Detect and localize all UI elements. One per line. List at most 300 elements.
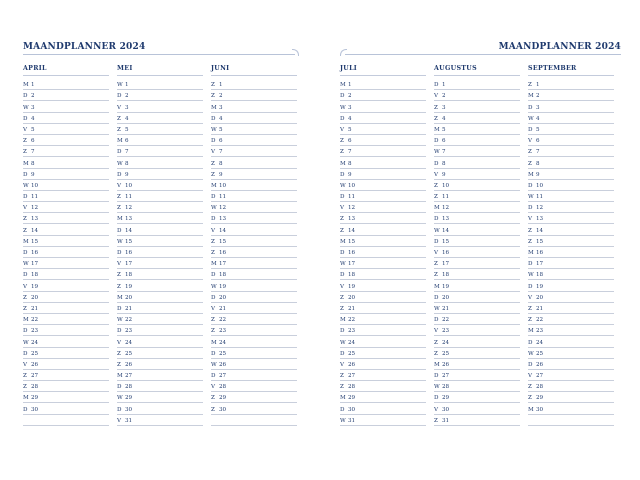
weekday-letter: Z	[434, 272, 438, 279]
weekday-letter: D	[211, 350, 216, 357]
day-number: 13	[348, 216, 356, 223]
day-row	[528, 191, 614, 202]
day-number: 10	[348, 182, 356, 189]
day-number: 26	[536, 361, 544, 368]
day-number: 4	[442, 115, 446, 122]
day-row	[528, 79, 614, 90]
day-number: 26	[219, 361, 227, 368]
day-row	[340, 381, 426, 392]
day-row	[211, 90, 297, 101]
weekday-letter: V	[528, 294, 533, 301]
weekday-letter: W	[528, 115, 534, 122]
day-number: 12	[348, 205, 356, 212]
day-row	[211, 213, 297, 224]
day-number: 30	[219, 406, 227, 413]
weekday-letter: Z	[23, 294, 27, 301]
day-number: 27	[125, 373, 133, 380]
weekday-letter: D	[211, 294, 216, 301]
weekday-letter: D	[117, 93, 122, 100]
weekday-letter: W	[23, 339, 29, 346]
day-number: 2	[536, 93, 540, 100]
day-number: 11	[31, 194, 39, 201]
day-number: 16	[536, 250, 544, 256]
day-row	[23, 292, 109, 303]
day-row	[211, 113, 297, 124]
title-rule	[23, 54, 295, 55]
weekday-letter: D	[434, 138, 439, 145]
day-number: 17	[31, 261, 39, 268]
weekday-letter: D	[340, 328, 345, 335]
day-number: 8	[536, 160, 540, 167]
day-row	[434, 113, 520, 124]
day-number: 2	[348, 93, 352, 100]
day-number: 12	[31, 205, 39, 212]
day-row	[117, 247, 203, 258]
day-number: 29	[219, 395, 227, 402]
weekday-letter: V	[117, 182, 122, 189]
day-row	[211, 292, 297, 303]
weekday-letter: Z	[528, 82, 532, 89]
day-number: 14	[442, 227, 450, 234]
day-number: 3	[219, 104, 223, 111]
day-number: 29	[442, 395, 450, 402]
day-row	[117, 180, 203, 191]
weekday-letter: V	[434, 406, 439, 413]
day-row	[528, 280, 614, 291]
day-number: 15	[442, 238, 450, 245]
day-row	[528, 146, 614, 157]
day-row	[211, 314, 297, 325]
day-row	[117, 113, 203, 124]
weekday-letter: V	[23, 126, 28, 133]
day-row	[117, 79, 203, 90]
day-row	[211, 236, 297, 247]
weekday-letter: D	[528, 283, 533, 290]
month-name: AUGUSTUS	[434, 64, 520, 76]
day-number: 12	[219, 205, 227, 212]
day-number: 23	[125, 328, 133, 335]
weekday-letter: V	[23, 283, 28, 290]
weekday-letter: V	[434, 250, 439, 256]
day-number: 10	[536, 182, 544, 189]
day-number: 16	[442, 250, 450, 256]
weekday-letter: Z	[117, 283, 121, 290]
day-row	[528, 90, 614, 101]
weekday-letter: W	[434, 384, 440, 391]
month-name: APRIL	[23, 64, 109, 76]
day-row	[23, 280, 109, 291]
weekday-letter: V	[340, 126, 345, 133]
day-row	[340, 157, 426, 168]
weekday-letter: Z	[434, 417, 438, 424]
day-number: 18	[219, 272, 227, 279]
day-number: 3	[125, 104, 129, 111]
day-row	[340, 303, 426, 314]
weekday-letter: Z	[434, 104, 438, 111]
day-number: 9	[536, 171, 540, 178]
weekday-letter: Z	[340, 384, 344, 391]
day-number: 20	[31, 294, 39, 301]
weekday-letter: D	[211, 272, 216, 279]
day-list	[211, 79, 297, 426]
day-number: 26	[31, 361, 39, 368]
day-row	[117, 325, 203, 336]
day-number: 24	[348, 339, 356, 346]
day-row	[211, 247, 297, 258]
day-number: 5	[31, 126, 35, 133]
weekday-letter: D	[434, 294, 439, 301]
weekday-letter: M	[23, 160, 29, 167]
day-number: 12	[536, 205, 544, 212]
day-row	[23, 359, 109, 370]
day-number: 27	[31, 373, 39, 380]
day-number: 25	[348, 350, 356, 357]
day-row	[211, 169, 297, 180]
day-number: 9	[125, 171, 129, 178]
day-row	[23, 124, 109, 135]
day-row	[340, 180, 426, 191]
day-row	[528, 292, 614, 303]
weekday-letter: Z	[528, 160, 532, 167]
weekday-letter: M	[117, 294, 123, 301]
day-number: 30	[348, 406, 356, 413]
weekday-letter: M	[528, 328, 534, 335]
weekday-letter: Z	[528, 238, 532, 245]
day-number: 9	[219, 171, 223, 178]
day-row	[211, 79, 297, 90]
day-number: 20	[125, 294, 133, 301]
weekday-letter: Z	[117, 194, 121, 201]
day-row	[117, 403, 203, 414]
day-number: 30	[31, 406, 39, 413]
day-row	[528, 348, 614, 359]
day-row	[117, 236, 203, 247]
day-row	[340, 169, 426, 180]
day-row	[528, 101, 614, 112]
weekday-letter: M	[528, 250, 534, 256]
day-number: 18	[348, 272, 356, 279]
day-row	[340, 191, 426, 202]
title-rule-corner	[292, 49, 299, 56]
day-number: 3	[348, 104, 352, 111]
day-number: 1	[442, 82, 446, 89]
day-number: 29	[348, 395, 356, 402]
day-row	[211, 336, 297, 347]
day-row	[23, 180, 109, 191]
day-number: 10	[219, 182, 227, 189]
day-row	[211, 280, 297, 291]
day-row	[434, 191, 520, 202]
day-row	[117, 303, 203, 314]
weekday-letter: D	[528, 261, 533, 268]
day-row	[340, 292, 426, 303]
day-row	[434, 224, 520, 235]
day-number: 4	[31, 115, 35, 122]
day-number: 19	[31, 283, 39, 290]
weekday-letter: D	[211, 138, 216, 145]
day-row	[340, 124, 426, 135]
day-number: 14	[125, 227, 133, 234]
day-number: 14	[31, 227, 39, 234]
title-rule	[345, 54, 621, 55]
day-row	[117, 191, 203, 202]
weekday-letter: D	[117, 406, 122, 413]
day-number: 28	[442, 384, 450, 391]
day-row	[211, 348, 297, 359]
day-row	[211, 180, 297, 191]
day-number: 10	[31, 182, 39, 189]
day-row	[23, 403, 109, 414]
day-number: 14	[348, 227, 356, 234]
month-column-juni	[211, 64, 297, 426]
weekday-letter: W	[340, 339, 346, 346]
weekday-letter: M	[340, 160, 346, 167]
weekday-letter: D	[23, 115, 28, 122]
day-number: 1	[125, 82, 129, 89]
weekday-letter: M	[340, 395, 346, 402]
day-row	[23, 191, 109, 202]
day-row	[340, 258, 426, 269]
day-row	[340, 79, 426, 90]
day-row	[117, 292, 203, 303]
day-number: 5	[536, 126, 540, 133]
day-number: 17	[219, 261, 227, 268]
day-number: 13	[536, 216, 544, 223]
day-row	[211, 124, 297, 135]
day-row	[528, 213, 614, 224]
day-number: 19	[348, 283, 356, 290]
day-row	[340, 370, 426, 381]
weekday-letter: V	[211, 149, 216, 156]
weekday-letter: D	[340, 171, 345, 178]
weekday-letter: D	[211, 194, 216, 201]
day-number: 6	[442, 138, 446, 145]
day-number: 31	[442, 417, 450, 424]
day-row	[211, 269, 297, 280]
day-number: 22	[31, 317, 39, 324]
day-number: 6	[348, 138, 352, 145]
weekday-letter: Z	[117, 205, 121, 212]
day-number: 25	[442, 350, 450, 357]
day-number: 13	[442, 216, 450, 223]
day-number: 6	[536, 138, 540, 145]
weekday-letter: Z	[211, 250, 215, 256]
weekday-letter: Z	[340, 227, 344, 234]
day-number: 11	[348, 194, 356, 201]
weekday-letter: D	[434, 395, 439, 402]
day-number: 31	[348, 417, 356, 424]
day-row	[434, 180, 520, 191]
month-column-mei	[117, 64, 203, 426]
day-row	[23, 101, 109, 112]
weekday-letter: D	[117, 384, 122, 391]
day-row	[23, 269, 109, 280]
weekday-letter: D	[23, 250, 28, 256]
day-row	[23, 381, 109, 392]
weekday-letter: Z	[528, 384, 532, 391]
day-row	[434, 101, 520, 112]
day-row	[23, 90, 109, 101]
day-row	[434, 79, 520, 90]
day-row	[117, 90, 203, 101]
day-row	[528, 202, 614, 213]
day-row	[117, 258, 203, 269]
day-number: 12	[125, 205, 133, 212]
day-number: 4	[125, 115, 129, 122]
day-number: 18	[442, 272, 450, 279]
weekday-letter: Z	[211, 82, 215, 89]
day-row	[211, 202, 297, 213]
day-row	[340, 213, 426, 224]
weekday-letter: Z	[211, 317, 215, 324]
weekday-letter: D	[340, 406, 345, 413]
day-number: 23	[219, 328, 227, 335]
weekday-letter: Z	[211, 238, 215, 245]
day-row	[434, 348, 520, 359]
weekday-letter: V	[434, 93, 439, 100]
day-number: 24	[219, 339, 227, 346]
day-row	[211, 359, 297, 370]
day-row	[340, 336, 426, 347]
day-row	[23, 325, 109, 336]
day-row	[340, 146, 426, 157]
day-number: 7	[442, 149, 446, 156]
day-row	[117, 146, 203, 157]
weekday-letter: V	[528, 216, 533, 223]
day-row	[434, 403, 520, 414]
day-row	[528, 415, 614, 426]
day-row	[434, 90, 520, 101]
day-row	[23, 370, 109, 381]
day-number: 20	[442, 294, 450, 301]
weekday-letter: D	[528, 361, 533, 368]
weekday-letter: Z	[434, 115, 438, 122]
weekday-letter: Z	[434, 194, 438, 201]
weekday-letter: Z	[211, 406, 215, 413]
weekday-letter: M	[23, 238, 29, 245]
day-row	[23, 79, 109, 90]
day-number: 26	[125, 361, 133, 368]
day-row	[434, 202, 520, 213]
day-number: 16	[219, 250, 227, 256]
day-number: 19	[536, 283, 544, 290]
day-number: 16	[31, 250, 39, 256]
weekday-letter: V	[211, 384, 216, 391]
weekday-letter: D	[528, 205, 533, 212]
day-row	[528, 303, 614, 314]
weekday-letter: M	[528, 93, 534, 100]
day-row	[211, 101, 297, 112]
day-number: 17	[348, 261, 356, 268]
weekday-letter: M	[117, 138, 123, 145]
weekday-letter: V	[528, 138, 533, 145]
day-row	[528, 224, 614, 235]
weekday-letter: Z	[340, 216, 344, 223]
weekday-letter: D	[117, 171, 122, 178]
day-number: 22	[442, 317, 450, 324]
day-number: 6	[31, 138, 35, 145]
day-row	[528, 247, 614, 258]
day-list	[340, 79, 426, 426]
weekday-letter: Z	[434, 182, 438, 189]
day-number: 19	[442, 283, 450, 290]
day-row	[23, 135, 109, 146]
day-number: 22	[125, 317, 133, 324]
weekday-letter: D	[340, 250, 345, 256]
day-number: 24	[125, 339, 133, 346]
day-row	[434, 292, 520, 303]
title-rule-corner	[340, 49, 347, 56]
day-number: 2	[219, 93, 223, 100]
weekday-letter: D	[23, 272, 28, 279]
weekday-letter: M	[117, 373, 123, 380]
weekday-letter: M	[340, 238, 346, 245]
weekday-letter: V	[340, 361, 345, 368]
day-row	[117, 280, 203, 291]
day-row	[117, 101, 203, 112]
weekday-letter: W	[23, 104, 29, 111]
day-number: 13	[219, 216, 227, 223]
weekday-letter: M	[23, 82, 29, 89]
weekday-letter: Z	[117, 350, 121, 357]
day-number: 22	[219, 317, 227, 324]
day-row	[117, 157, 203, 168]
day-row	[340, 202, 426, 213]
weekday-letter: D	[340, 350, 345, 357]
day-row	[528, 381, 614, 392]
day-number: 5	[219, 126, 223, 133]
day-number: 8	[219, 160, 223, 167]
weekday-letter: Z	[23, 373, 27, 380]
weekday-letter: Z	[23, 384, 27, 391]
day-number: 7	[536, 149, 540, 156]
day-number: 9	[442, 171, 446, 178]
day-number: 1	[219, 82, 223, 89]
weekday-letter: W	[211, 126, 217, 133]
day-number: 16	[348, 250, 356, 256]
weekday-letter: W	[211, 283, 217, 290]
day-number: 8	[125, 160, 129, 167]
weekday-letter: W	[434, 305, 440, 312]
day-number: 17	[536, 261, 544, 268]
day-row	[23, 202, 109, 213]
page-title: MAANDPLANNER 2024	[498, 42, 621, 52]
day-row	[117, 336, 203, 347]
weekday-letter: M	[434, 126, 440, 133]
day-row	[434, 280, 520, 291]
day-row	[340, 236, 426, 247]
day-row	[117, 224, 203, 235]
weekday-letter: W	[434, 149, 440, 156]
weekday-letter: D	[434, 238, 439, 245]
weekday-letter: Z	[434, 350, 438, 357]
day-number: 24	[536, 339, 544, 346]
day-number: 21	[31, 305, 39, 312]
weekday-letter: D	[528, 339, 533, 346]
day-row	[528, 236, 614, 247]
day-number: 28	[348, 384, 356, 391]
day-number: 15	[536, 238, 544, 245]
weekday-letter: Z	[23, 149, 27, 156]
day-row	[340, 359, 426, 370]
weekday-letter: W	[528, 194, 534, 201]
weekday-letter: M	[211, 182, 217, 189]
day-row	[23, 336, 109, 347]
day-number: 1	[31, 82, 35, 89]
weekday-letter: W	[340, 182, 346, 189]
day-number: 22	[348, 317, 356, 324]
day-row	[23, 157, 109, 168]
